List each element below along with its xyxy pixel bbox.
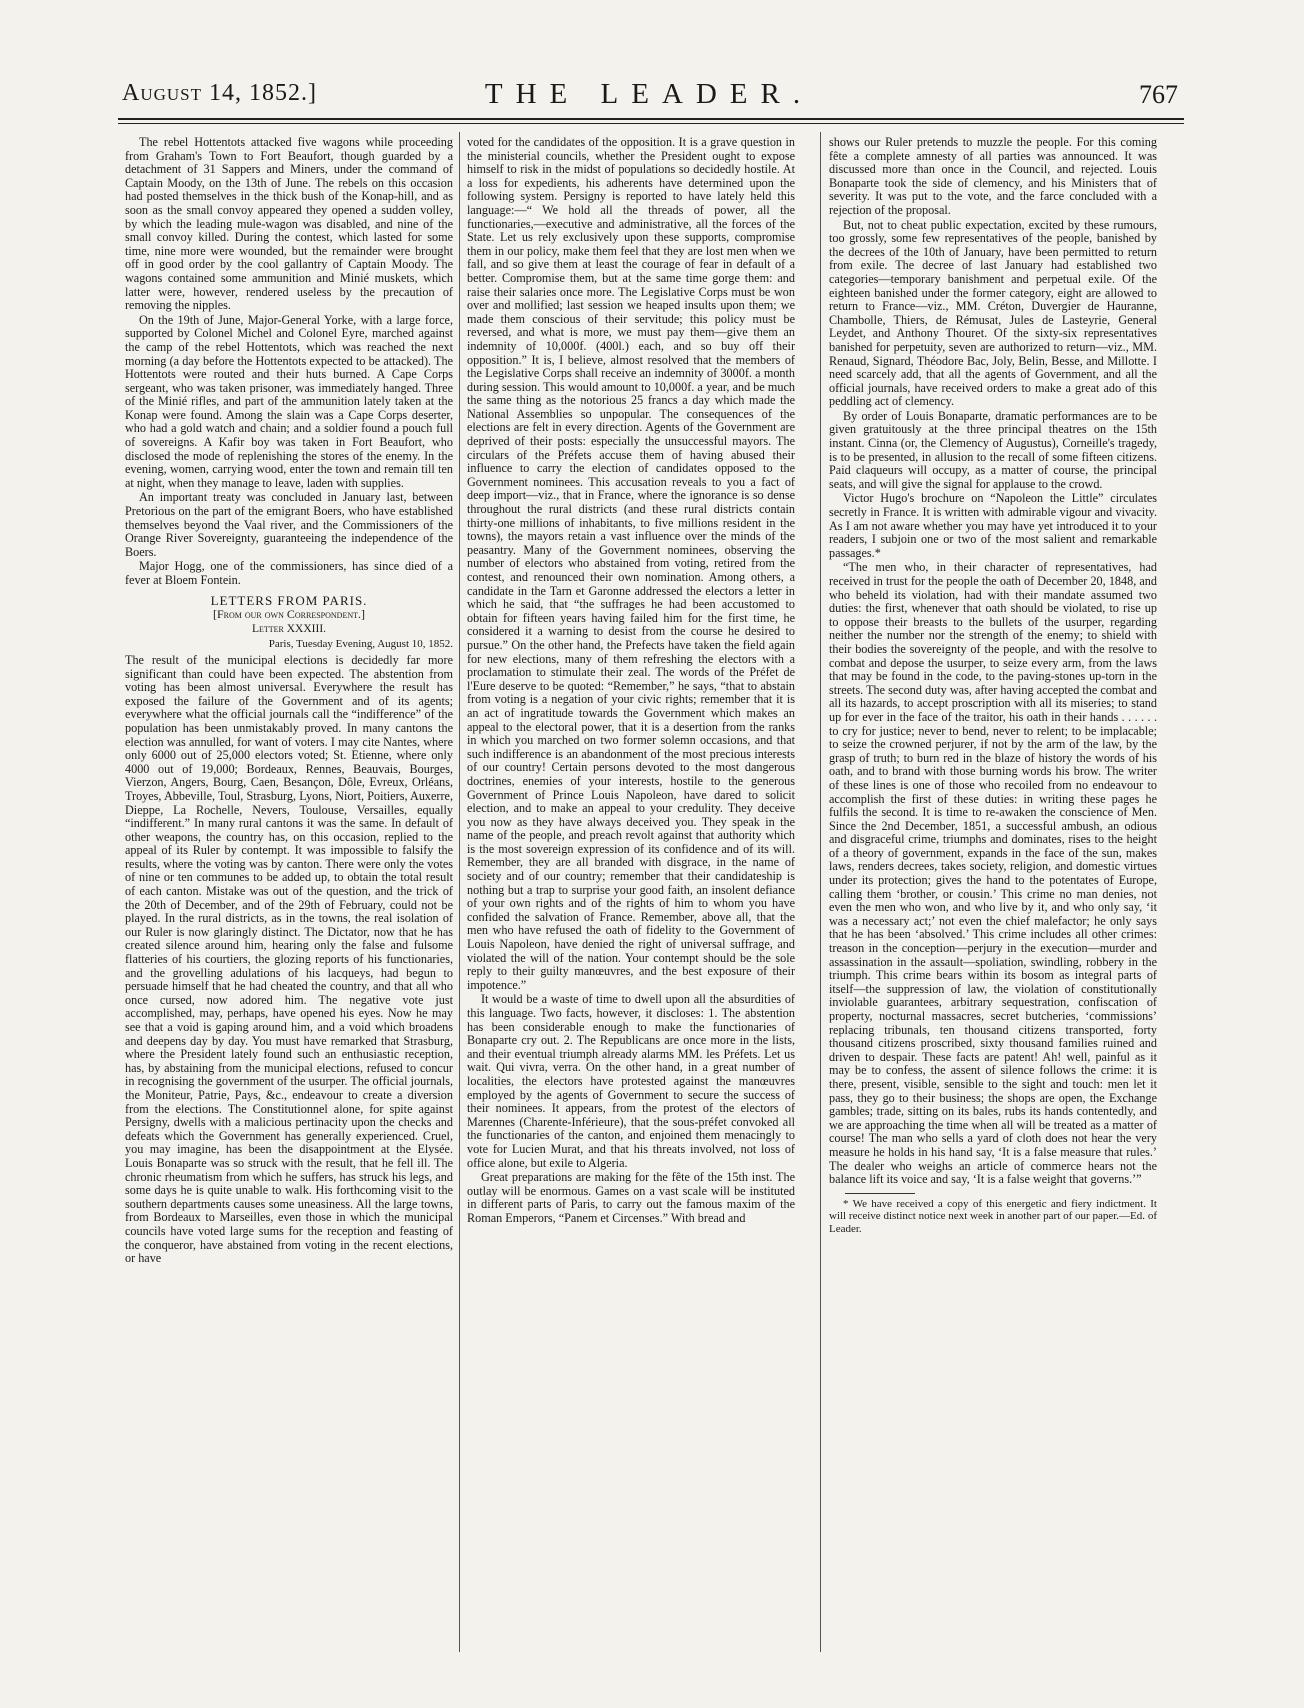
masthead [116, 78, 1182, 122]
column-divider [459, 132, 460, 1652]
article-paragraph: On the 19th of June, Major-General Yorke, with a large force, supported by Colonel Michel and Colonel Eyre, marched against the camp of the rebel Hottentots, which was reached the next morning (a day before the Hottentots expected to be attacked). The Hottentots were routed and their huts burned. A Cape Corps sergeant, who was taken prisoner, was immediately hanged. Three of the Minié rifles, and part of the ammunition lately taken at the Konap were found. Among the slain was a Cape Corps deserter, who had a gold watch and chain; and a soldier found a pouch full of sovereigns. A Kafir boy was taken in Fort Beaufort, who disclosed the mode of replenishing the stores of the enemy. In the evening, women, carrying wood, enter the town and remain till ten at night, when they manage to leave, laden with supplies. [125, 312, 453, 490]
column-divider [820, 132, 821, 1652]
article-paragraph: By order of Louis Bonaparte, dramatic performances are to be given gratuitously at the three principal theatres on the 15th instant. Cinna (or, the Clemency of Augustus), Corneille's tragedy, is to be presented, in allusion to the recall of some fifteen citizens. Paid claqueurs will occupy, as a matter of course, the principal seats, and will give the signal for applause to the crowd. [829, 408, 1157, 491]
article-paragraph: It would be a waste of time to dwell upon all the absurdities of this language. Two facts, however, it discloses: 1. The abstention has been considerable enough to make the functionaries of Bonaparte cry out. 2. The Republicans are once more in the lists, and their eventual triumph already alarms MM. les Préfets. Let us wait. Qui vivra, verra. On the other hand, in a great number of localities, the electors have protested against the manœuvres employed by the agents of Government to secure the success of their nominees. It appears, from the protest of the electors of Marennes (Charente-Inférieure), that the sous-préfet convoked all the functionaries of the canton, and enjoined them menacingly to vote for Lucien Murat, and that his threats involved, not loss of office alone, but exile to Algeria. [467, 992, 795, 1170]
article-paragraph: But, not to cheat public expectation, excited by these rumours, too grossly, some few representatives of the people, banished by the decrees of the 10th of January, have been permitted to return from exile. The decree of last January had established two categories—temporary banishment and perpetual exile. Of the eighteen banished under the former category, eight are allowed to return to France—viz., MM. Créton, Duvergier de Hauranne, Chambolle, Thiers, de Rémusat, Jules de Lasteyrie, General Leydet, and Anthony Thouret. Of the sixty-six representatives banished for perpetuity, seven are authorized to return—viz., MM. Renaud, Signard, Théodore Bac, Joly, Belin, Besse, and Millotte. I need scarcely add, that all the agents of Government, and all the official journals, have received orders to make a great ado of this peddling act of clemency. [829, 217, 1157, 409]
article-paragraph: Great preparations are making for the fête of the 15th inst. The outlay will be enormous. Games on a vast scale will be instituted in different parts of Paris, to carry out the famous maxim of the Roman Emperors, “Panem et Circenses.” With bread and [467, 1170, 795, 1225]
masthead-rule-thin [118, 123, 1184, 124]
article-paragraph: The rebel Hottentots attacked five wagons while proceeding from Graham's Town to Fort Beaufort, though guarded by a detachment of 31 Sappers and Miners, under the command of Captain Moody, on the 13th of June. The rebels on this occasion had posted themselves in the thick bush of the Konap-hill, and as soon as the small convoy appeared they opened a sudden volley, by which the leading mule-wagon was disabled, and nine of the small convoy killed. During the contest, which lasted for some time, nine more were wounded, but the remainder were brought off in good order by the cool gallantry of Captain Moody. The wagons contained some ammunition and Minié muskets, which latter were, however, rendered useless by the precaution of removing the nipples. [125, 136, 453, 313]
article-paragraph: The result of the municipal elections is decidedly far more significant than could have been expected. The abstention from voting has been almost universal. Everywhere the result has exposed the failure of the Government and of its agents; everywhere what the official journals call the “indifference” of the population has been unmistakably proved. In many cantons the election was annulled, for want of voters. I may cite Nantes, where only 6000 out of 25,000 electors voted; St. Etienne, where only 4000 out of 19,000; Bordeaux, Rennes, Beauvais, Bourges, Vierzon, Angers, Bourg, Caen, Besançon, Dôle, Evreux, Orléans, Troyes, Abbeville, Toul, Strasburg, Lyons, Niort, Poitiers, Auxerre, Dieppe, La Rochelle, Nevers, Toulouse, Versailles, equally “indifferent.” In many rural cantons it was the same. In default of other weapons, the country has, on this occasion, replied to the appeal of its Ruler by contempt. It was impossible to falsify the results, where the voting was by canton. There were only the votes of nine or ten communes to be added up, to obtain the total result of each canton. Mistake was out of the question, and the trick of the 20th of December, and of the 29th of February, could not be played. In the rural districts, as in the towns, the real isolation of our Ruler is now glaringly distinct. The Dictator, now that he has created silence around him, hearing only the false and fulsome flatteries of his courtiers, the glozing reports of his functionaries, and the grovelling adulations of his lacqueys, had begun to persuade himself that he had cheated the country, and that all who once cursed, now adored him. The negative vote just accomplished, may, perhaps, have opened his eyes. Now he may see that a void is gaping around him, and a void which broadens and deepens day by day. You must have remarked that Strasburg, where the President lately found such an enthusiastic reception, has, by abstaining from the municipal elections, refused to concur in recognising the government of the usurper. The official journals, the Moniteur, Patrie, Pays, &c., endeavour to create a diversion from the elections. The Constitutionnel alone, for spite against Persigny, dwells with a malicious pertinacity upon the checks and defeats which the Government has generally experienced. Cruel, you may imagine, has been the disappointment at the Elysée. Louis Bonaparte was so struck with the result, that he fell ill. The chronic rheumatism from which he suffers, has struck his legs, and some days he is quite unable to walk. His forthcoming visit to the southern departments causes some uneasiness. All the large towns, from Bordeaux to Marseilles, even those in which the municipal councils have voted large sums for the reception and feasting of the conqueror, have abstained from voting in the recent elections, or have [125, 652, 453, 1266]
column-1 [125, 136, 453, 1646]
newspaper-title: THE LEADER. [484, 78, 814, 110]
column-2 [467, 136, 795, 1646]
issue-date: August 14, 1852.] [122, 80, 317, 106]
page-number: 767 [1139, 80, 1178, 109]
article-paragraph: shows our Ruler pretends to muzzle the people. For this coming fête a complete amnesty of all parties was announced. It was discussed more than once in the Council, and rejected. Louis Bonaparte took the side of clemency, and his Ministers that of severity. It was put to the vote, and the farce concluded with a rejection of the proposal. [829, 136, 1157, 217]
section-header [125, 594, 453, 637]
article-paragraph: Victor Hugo's brochure on “Napoleon the Little” circulates secretly in France. It is written with admirable vigour and vivacity. As I am not aware whether you may have yet introduced it to your readers, I subjoin one or two of the most salient and remarkable passages.* [829, 491, 1157, 560]
dateline: Paris, Tuesday Evening, August 10, 1852. [268, 638, 453, 651]
footnote-rule [845, 1193, 915, 1194]
section-title: LETTERS FROM PARIS. [210, 592, 368, 608]
article-paragraph: An important treaty was concluded in January last, between Pretorious on the part of the emigrant Boers, who have established themselves beyond the Vaal river, and the Commissioners of the Orange River Sovereignty, guaranteeing the independence of the Boers. [125, 490, 453, 559]
article-paragraph: voted for the candidates of the opposition. It is a grave question in the ministerial councils, whether the President ought to expose himself to risk in the midst of populations so decidedly hostile. At a loss for expedients, his adherents have determined upon the following system. Persigny is reported to have lately held this language:—“ We hold all the threads of power, all the functionaries,—executive and administrative, all the forces of the State. Let us rely exclusively upon these supports, compromise them in our policy, make them feel that they are lost men when we fall, and so give them at least the courage of fear in default of a better. Compromise them, but at the same time gorge them: and raise their salaries once more. The Legislative Corps must be won over and mollified; last session we heaped insults upon them; we made them conscious of their servitude; this policy must be reversed, and what is more, we must pay them—give them an indemnity of 10,000f. (400l.) each, and so buy off their opposition.” It is, I believe, almost resolved that the members of the Legislative Corps shall receive an indemnity of 3000f. a month during session. This would amount to 10,000f. a year, and be much the same thing as the notorious 25 francs a day which made the National Assemblies so unpopular. The consequences of the elections are felt in every direction. Agents of the Government are deprived of their posts: especially the unsuccessful mayors. The circulars of the Préfets accuse them of having abused their influence to carry the election of candidates opposed to the Government nominees. This accusation reveals to you a fact of deep import—viz., that in France, where the ignorance is so dense throughout the rural districts (and these rural districts contain thirty-one millions of inhabitants, to five millions resident in the towns), the mayors retain a vast influence over the minds of the peasantry. Many of the Government nominees, observing the number of electors who abstained from voting, retired from the contest, and renounced their own nomination. Among others, a candidate in the Tarn et Garonne addressed the electors a letter in which he said, that “the suffrages he had been accustomed to obtain for fifteen years having failed him for the first time, he considered it a warning to desist from the course he desired to pursue.” On the other hand, the Prefects have taken the field again for new elections, many of them refreshing the electors with a proclamation to stimulate their zeal. The words of the Préfet de l'Eure deserve to be quoted: “Remember,” he says, “that to abstain from voting is a negation of your civic rights; remember that it is an act of ingratitude towards the Government which makes an appeal to the electoral power, that it is a desertion from the ranks in which you marched on two former solemn occasions, and that such indifference is an abandonment of the most precious interests of our country! Certain persons devoted to the most dangerous doctrines, enemies of your interests, hostile to the generous Government of Prince Louis Napoleon, have dared to solicit election, and to make an appeal to your credulity. They deceive you now as they have always deceived you. They speak in the name of the people, and preach revolt against that authority which is the most sovereign expression of its confidence and of its will. Remember, they are all branded with disgrace, in the name of society and of our country; remember that their candidateship is nothing but a trap to surprise your good faith, an insolent defiance of your own rights and of the rights of him to whom you have confided the salvation of France. Remember, above all, that the men who have refused the oath of fidelity to the Government of Louis Napoleon, have denied the right of universal suffrage, and violated the will of the nation. Your contempt should be the sole reply to their guilty manœuvres, and the best exposure of their impotence.” [467, 136, 795, 992]
footnote: * We have received a copy of this energetic and fiery indictment. It will receive distinct notice next week in another part of our paper.—Ed. of Leader. [829, 1197, 1157, 1235]
section-subtitle: [From our own Correspondent.] [212, 607, 365, 622]
quoted-passage: “The men who, in their character of representatives, had received in trust for the people the oath of December 20, 1848, and who beheld its violation, had with their mandate assumed two duties: the first, whenever that oath should be violated, to rise up to oppose their breasts to the bullets of the usurper, regarding neither the number nor the strength of the enemy; to shield with their bodies the sovereignty of the people, and with the resolve to combat and depose the usurper, to seize every arm, from the laws that may be found in the code, to the paving-stones up-torn in the streets. The second duty was, after having accepted the combat and all its hazards, to accept proscription with all its miseries; to stand up for ever in the face of the traitor, his oath in their hands . . . . . . to cry for justice; never to bend, never to relent; to be implacable; to seize the crowned perjurer, if not by the arm of the law, by the grasp of truth; to burn red in the blaze of history the words of his oath, and to brand with those burning words his brow. The writer of these lines is one of those who recoiled from no endeavour to accomplish the first of these duties: in writing these pages he fulfils the second. It is time to re-awaken the conscience of Men. Since the 2nd December, 1851, a successful ambush, an odious and disgraceful crime, triumphs and dominates, rises to the height of a theory of government, expands in the face of the sun, makes laws, renders decrees, takes society, religion, and domestic virtues under its protection; gives the hand to the potentates of Europe, calling them ‘brother, or cousin.’ This crime no man denies, not even the men who won, and who live by it, and who only say, ‘it was a necessary act;’ not even the chief malefactor; he only says that he has been ‘absolved.’ This crime includes all other crimes: treason in the conception—perjury in the execution—murder and assassination in the assault—spoliation, swindling, robbery in the triumph. This crime bears within its bosom as integral parts of itself—the suppression of law, the violation of constitutionally inviolable guarantees, arbitrary sequestration, confiscation of property, nocturnal massacres, secret butcheries, ‘commissions’ replacing tribunals, ten thousand citizens transported, forty thousand citizens proscribed, sixty thousand families ruined and driven to despair. These facts are patent! Ah! well, painful as it may be to confess, the assent of silence follows the crime: it is there, present, visible, sensible to the sight and touch: men let it pass, they go to their business; the shops are open, the Exchange gambles; trade, sitting on its bales, rubs its hands contentedly, and we are approaching the time when all will be treated as a matter of course! The man who sells a yard of cloth does not hear the very measure he holds in his hand say, ‘It is a false measure that rules.’ The dealer who weighs an article of commerce hears not the balance lift its voice and say, ‘It is a false weight that governs.’” [829, 560, 1157, 1187]
article-paragraph: Major Hogg, one of the commissioners, has since died of a fever at Bloem Fontein. [125, 559, 453, 587]
letter-number: Letter XXXIII. [251, 622, 327, 635]
masthead-rule [118, 118, 1184, 120]
column-3 [829, 136, 1157, 1646]
